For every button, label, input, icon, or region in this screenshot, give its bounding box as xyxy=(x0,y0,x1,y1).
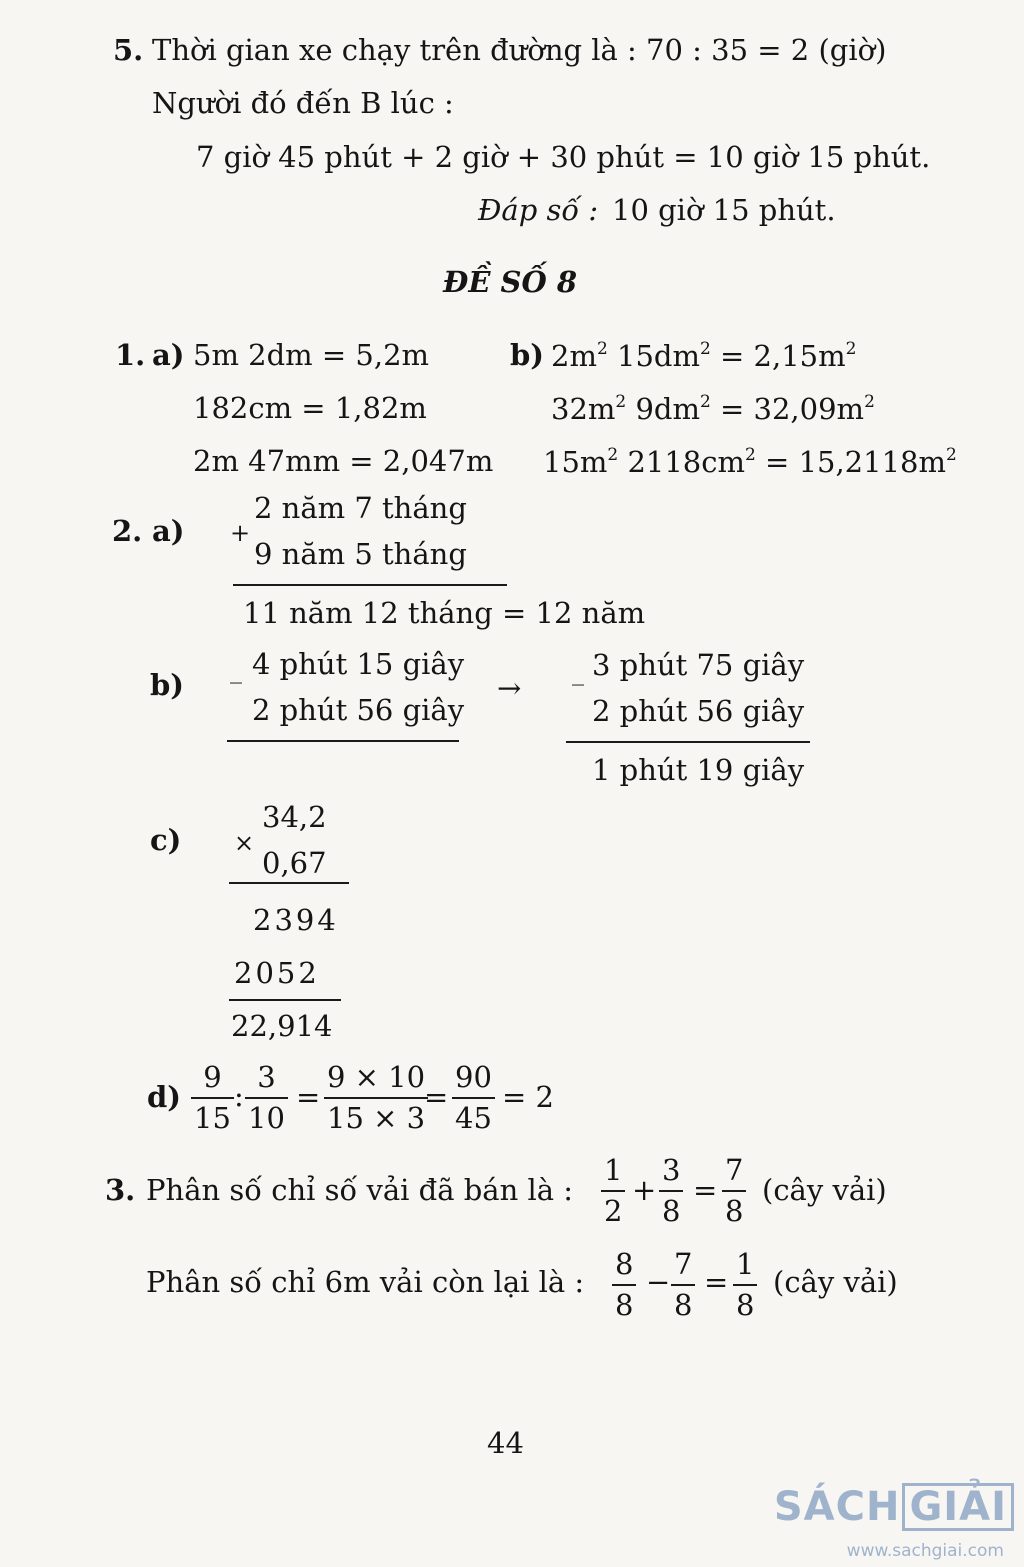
q2-c-partial-2: 2052 xyxy=(234,956,320,990)
q2-c-label: c) xyxy=(150,823,182,857)
minus-sign: _ xyxy=(230,656,242,684)
q2-d-label: d) xyxy=(147,1080,181,1114)
q3-line-2-text: Phân số chỉ 6m vải còn lại là : xyxy=(146,1265,585,1299)
q1-b-line-1: $2m^2$ $15dm^2 = 2,15m^2$ xyxy=(551,339,857,373)
q1-b-label: b) xyxy=(510,338,544,372)
fraction-1-8: 1 8 xyxy=(733,1250,757,1320)
q2-c-result: 22,914 xyxy=(231,1009,333,1043)
q1-a-label: a) xyxy=(152,338,185,372)
plus-sign-q3: + xyxy=(632,1173,657,1207)
fraction-7-8: 7 8 xyxy=(722,1156,746,1226)
q2-b-top-2: 3 phút 75 giây xyxy=(592,648,805,682)
times-sign: × xyxy=(234,829,255,857)
q2-b-result: 1 phút 19 giây xyxy=(592,753,805,787)
q2-c-partial-1: 2394 xyxy=(253,903,339,937)
problem-5-number: 5. xyxy=(113,33,144,67)
arrow-icon: → xyxy=(497,671,522,705)
answer-label: Đáp số : xyxy=(478,193,599,227)
watermark-logo: SÁCH GIẢI xyxy=(774,1483,1016,1531)
fraction-8-8: 8 8 xyxy=(612,1250,636,1320)
equals-sign-q3-1: = xyxy=(693,1173,718,1207)
q2-number: 2. xyxy=(112,514,143,548)
colon-sign: : xyxy=(234,1079,244,1113)
watermark-url: www.sachgiai.com xyxy=(846,1541,1004,1561)
fraction-1-2: 1 2 xyxy=(601,1156,625,1226)
q1-number: 1. xyxy=(115,338,146,372)
problem-5-line-2: Người đó đến B lúc : xyxy=(152,86,454,120)
fraction-7-8-b: 7 8 xyxy=(671,1250,695,1320)
q2-b-bottom: 2 phút 56 giây xyxy=(252,693,465,727)
q2-d-result: = 2 xyxy=(502,1080,554,1114)
q3-line-2-unit: (cây vải) xyxy=(773,1265,898,1299)
q2-a-top: 2 năm 7 tháng xyxy=(254,491,467,525)
q2-b-bottom-2: 2 phút 56 giây xyxy=(592,694,805,728)
q2-b-top: 4 phút 15 giây xyxy=(252,647,465,681)
fraction-90-45-product: 9 × 10 15 × 3 xyxy=(324,1063,428,1133)
q2-c-top: 34,2 xyxy=(262,800,327,834)
q1-a-line-3: 2m 47mm = 2,047m xyxy=(193,444,494,478)
q2-b-rule-left xyxy=(227,740,459,742)
q1-b-line-3: $15m^2$ $2118cm^2 = 15,2118m^2$ xyxy=(543,445,957,479)
equals-sign-1: = xyxy=(296,1080,321,1114)
q3-line-1-text: Phân số chỉ số vải đã bán là : xyxy=(146,1173,574,1207)
minus-sign-q3: − xyxy=(646,1265,671,1299)
problem-5-line-3: 7 giờ 45 phút + 2 giờ + 30 phút = 10 giờ 15 phút. xyxy=(196,140,931,174)
section-heading: ĐỀ SỐ 8 xyxy=(443,265,578,299)
q2-a-result: 11 năm 12 tháng = 12 năm xyxy=(243,596,646,630)
q2-b-rule-right xyxy=(566,741,810,743)
q2-a-label: a) xyxy=(152,514,185,548)
q2-c-rule-1 xyxy=(229,882,349,884)
fraction-9-15: 9 15 xyxy=(191,1063,234,1133)
problem-5-line-1: Thời gian xe chạy trên đường là : 70 : 35 = 2 (giờ) xyxy=(152,33,887,67)
answer-value: 10 giờ 15 phút. xyxy=(612,193,836,227)
q2-c-bottom: 0,67 xyxy=(262,846,327,880)
equals-sign-q3-2: = xyxy=(704,1265,729,1299)
q2-a-rule xyxy=(233,584,507,586)
equals-sign-2: = xyxy=(424,1080,449,1114)
q2-b-label: b) xyxy=(150,668,184,702)
q2-a-bottom: 9 năm 5 tháng xyxy=(254,537,467,571)
q1-a-line-2: 182cm = 1,82m xyxy=(193,391,427,425)
minus-sign-2: _ xyxy=(572,658,584,686)
page-number: 44 xyxy=(487,1426,524,1460)
fraction-3-8: 3 8 xyxy=(659,1156,683,1226)
q2-c-rule-2 xyxy=(229,999,341,1001)
q3-number: 3. xyxy=(105,1173,136,1207)
q1-a-line-1: 5m 2dm = 5,2m xyxy=(193,338,430,372)
fraction-90-45: 90 45 xyxy=(452,1063,495,1133)
q3-line-1-unit: (cây vải) xyxy=(762,1173,887,1207)
fraction-3-10: 3 10 xyxy=(245,1063,288,1133)
plus-sign: + xyxy=(230,519,251,547)
q1-b-line-2: $32m^2$ $9dm^2 = 32,09m^2$ xyxy=(551,392,875,426)
